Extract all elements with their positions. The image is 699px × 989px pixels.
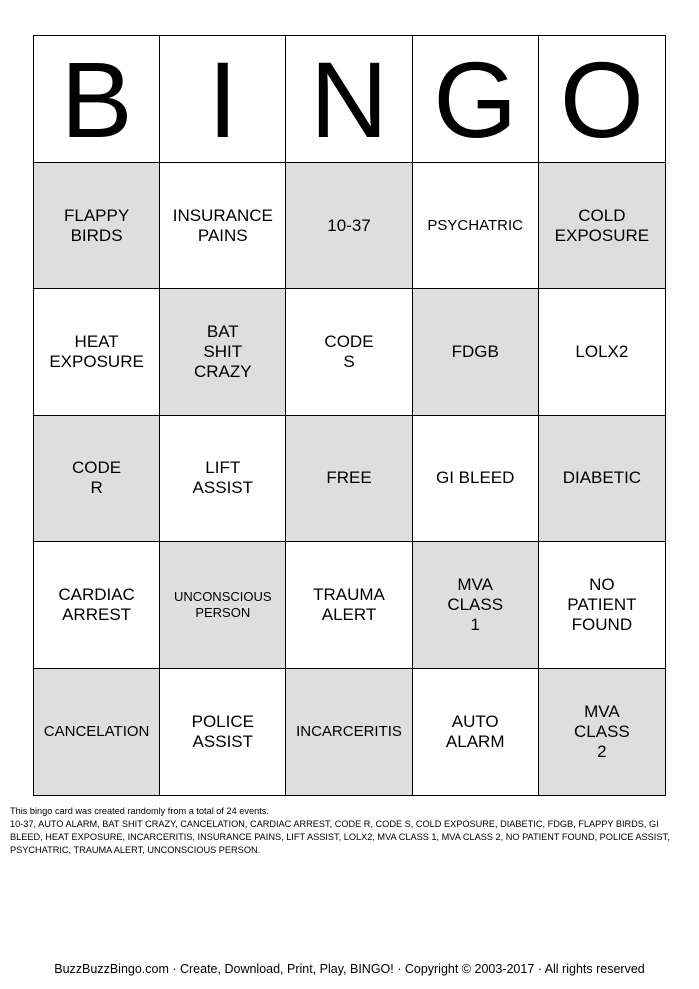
bingo-cell: DIABETIC [539, 416, 665, 542]
bingo-cell: POLICE ASSIST [160, 669, 286, 795]
bingo-cell: CANCELATION [34, 669, 160, 795]
bingo-cell: COLD EXPOSURE [539, 163, 665, 289]
bingo-cell: AUTO ALARM [413, 669, 539, 795]
footer-copyright: BuzzBuzzBingo.com · Create, Download, Print, Play, BINGO! · Copyright © 2003-2017 · All rights reserved [54, 962, 645, 976]
bingo-cell: LIFT ASSIST [160, 416, 286, 542]
free-cell: FREE [286, 416, 412, 542]
bingo-cell: LOLX2 [539, 289, 665, 415]
bingo-cell: TRAUMA ALERT [286, 542, 412, 668]
notes-summary: This bingo card was created randomly from a total of 24 events. [10, 806, 269, 816]
bingo-cell: BAT SHIT CRAZY [160, 289, 286, 415]
bingo-cell: FLAPPY BIRDS [34, 163, 160, 289]
bingo-cell: 10-37 [286, 163, 412, 289]
header-letter-o: O [539, 36, 665, 163]
bingo-cell: INSURANCE PAINS [160, 163, 286, 289]
bingo-cell: GI BLEED [413, 416, 539, 542]
bingo-cell: MVA CLASS 1 [413, 542, 539, 668]
notes-event-list: 10-37, AUTO ALARM, BAT SHIT CRAZY, CANCELATION, CARDIAC ARREST, CODE R, CODE S, COLD EXPOSURE, DIABETIC, FDGB, FLAPPY BIRDS, GI BLEED, HEAT EXPOSURE, INCARCERITIS, INSURANCE PAINS, LIFT ASSIST, LOLX2, MVA CLASS 1, MVA CLASS 2, NO PATIENT FOUND, POLICE ASSIST, PSYCHATRIC, TRAUMA ALERT, UNCONSCIOUS PERSON. [10, 819, 670, 855]
bingo-cell: CODE R [34, 416, 160, 542]
header-letter-n: N [286, 36, 412, 163]
bingo-cell: FDGB [413, 289, 539, 415]
bingo-card [33, 35, 666, 796]
header-letter-g: G [413, 36, 539, 163]
card-notes [10, 805, 690, 857]
bingo-cell: MVA CLASS 2 [539, 669, 665, 795]
bingo-cell: HEAT EXPOSURE [34, 289, 160, 415]
bingo-cell: UNCONSCIOUS PERSON [160, 542, 286, 668]
bingo-cell: NO PATIENT FOUND [539, 542, 665, 668]
bingo-cell: CODE S [286, 289, 412, 415]
bingo-cell: PSYCHATRIC [413, 163, 539, 289]
header-letter-i: I [160, 36, 286, 163]
bingo-cell: INCARCERITIS [286, 669, 412, 795]
bingo-cell: CARDIAC ARREST [34, 542, 160, 668]
header-letter-b: B [34, 36, 160, 163]
